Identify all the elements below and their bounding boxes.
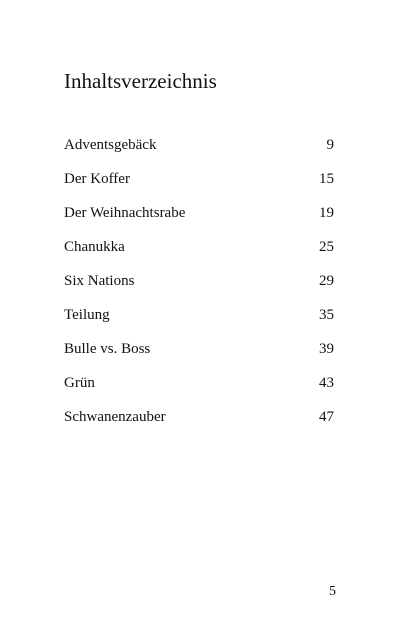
toc-entry-title: Adventsgebäck <box>64 137 157 153</box>
toc-entry-title: Der Weihnachtsrabe <box>64 205 186 221</box>
toc-entry <box>64 169 334 203</box>
toc-entry-title: Chanukka <box>64 239 125 255</box>
toc-entry-title: Teilung <box>64 307 110 323</box>
toc-entry-page: 29 <box>319 273 334 289</box>
toc-entry-page: 9 <box>326 137 334 153</box>
toc-entry <box>64 407 334 441</box>
toc-entry-title: Six Nations <box>64 273 135 289</box>
page-number: 5 <box>329 584 336 599</box>
toc-entry-page: 47 <box>319 409 334 425</box>
toc-entry-page: 19 <box>319 205 334 221</box>
toc-entry <box>64 373 334 407</box>
toc-entry <box>64 305 334 339</box>
toc-entry-title: Grün <box>64 375 95 391</box>
toc-entry-page: 35 <box>319 307 334 323</box>
toc-entry-title: Der Koffer <box>64 171 130 187</box>
toc-entry <box>64 271 334 305</box>
toc-entry-page: 43 <box>319 375 334 391</box>
toc-entry-page: 39 <box>319 341 334 357</box>
toc-entry <box>64 339 334 373</box>
toc-heading: Inhaltsverzeichnis <box>64 69 217 93</box>
toc-entry-page: 25 <box>319 239 334 255</box>
toc-entry <box>64 237 334 271</box>
table-of-contents <box>64 135 334 441</box>
toc-entry-title: Bulle vs. Boss <box>64 341 151 357</box>
toc-entry <box>64 135 334 169</box>
toc-entry <box>64 203 334 237</box>
toc-entry-title: Schwanenzauber <box>64 409 166 425</box>
toc-entry-page: 15 <box>319 171 334 187</box>
